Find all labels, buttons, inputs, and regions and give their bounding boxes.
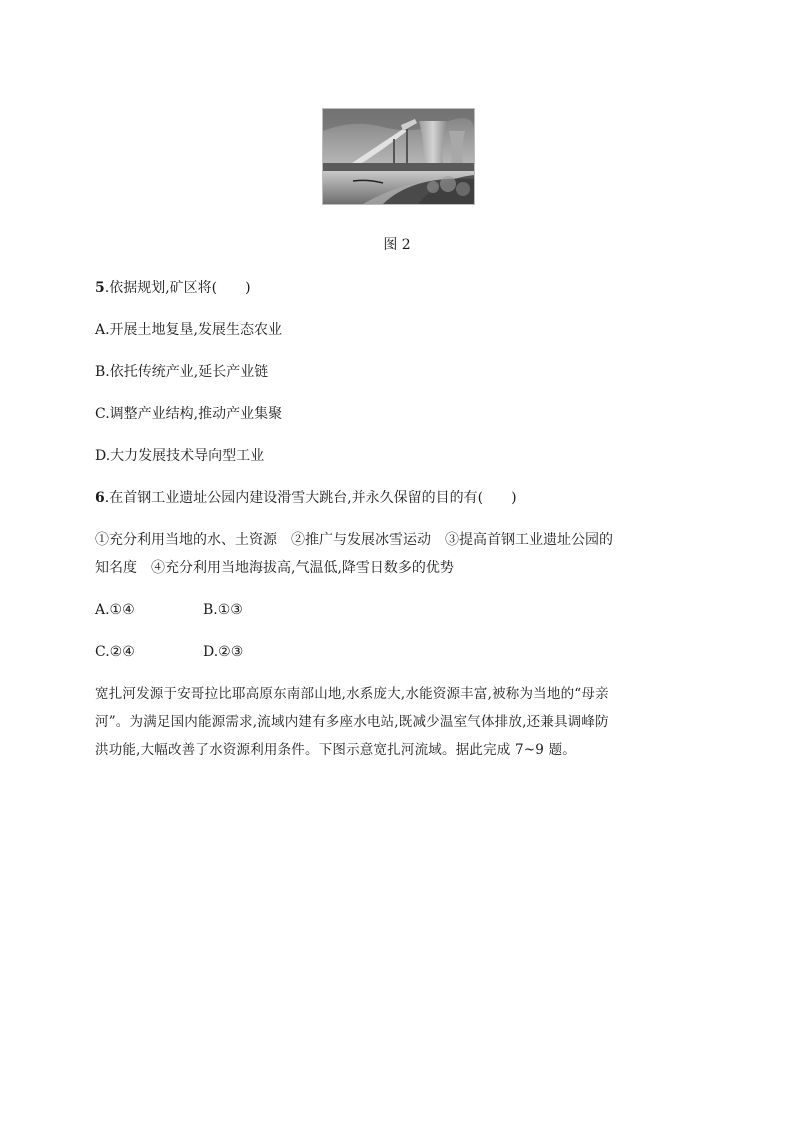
question-5-stem	[95, 278, 251, 298]
passage-line-1: 宽扎河发源于安哥拉比耶高原东南部山地,水系庞大,水能资源丰富,被称为当地的“母亲	[95, 686, 609, 702]
question-5-text: .依据规划,矿区将( )	[104, 280, 251, 296]
question-5-option-b: B.依托传统产业,延长产业链	[95, 364, 269, 380]
question-6-number: 6	[95, 490, 105, 506]
figure-caption: 图 2	[383, 237, 411, 253]
question-6-option-a: A.①④	[95, 602, 135, 618]
question-5-option-c: C.调整产业结构,推动产业集聚	[95, 406, 283, 422]
question-5-option-d: D.大力发展技术导向型工业	[95, 448, 265, 464]
question-5-option-a: A.开展土地复垦,发展生态农业	[95, 322, 283, 338]
question-6-option-d: D.②③	[203, 644, 244, 660]
photo-illustration	[323, 109, 474, 204]
question-6-statements-line-2: 知名度 ④充分利用当地海拔高,气温低,降雪日数多的优势	[95, 560, 454, 576]
question-6-stem	[95, 488, 517, 508]
question-5-number: 5	[95, 280, 105, 296]
ski-jump-cooling-tower-photo	[322, 108, 475, 205]
question-6-options-row-1	[95, 600, 395, 620]
question-6-options-row-2	[95, 642, 395, 662]
question-6-option-c: C.②④	[95, 644, 135, 660]
question-6-statements-line-1: ①充分利用当地的水、土资源 ②推广与发展冰雪运动 ③提高首钢工业遗址公园的	[95, 532, 613, 548]
passage-line-2: 河”。为满足国内能源需求,流域内建有多座水电站,既减少温室气体排放,还兼具调峰防	[95, 714, 609, 730]
question-6-text: .在首钢工业遗址公园内建设滑雪大跳台,并永久保留的目的有( )	[104, 490, 517, 506]
passage-line-3: 洪功能,大幅改善了水资源利用条件。下图示意宽扎河流域。据此完成 7~9 题。	[95, 742, 576, 758]
question-6-option-b: B.①③	[203, 602, 243, 618]
